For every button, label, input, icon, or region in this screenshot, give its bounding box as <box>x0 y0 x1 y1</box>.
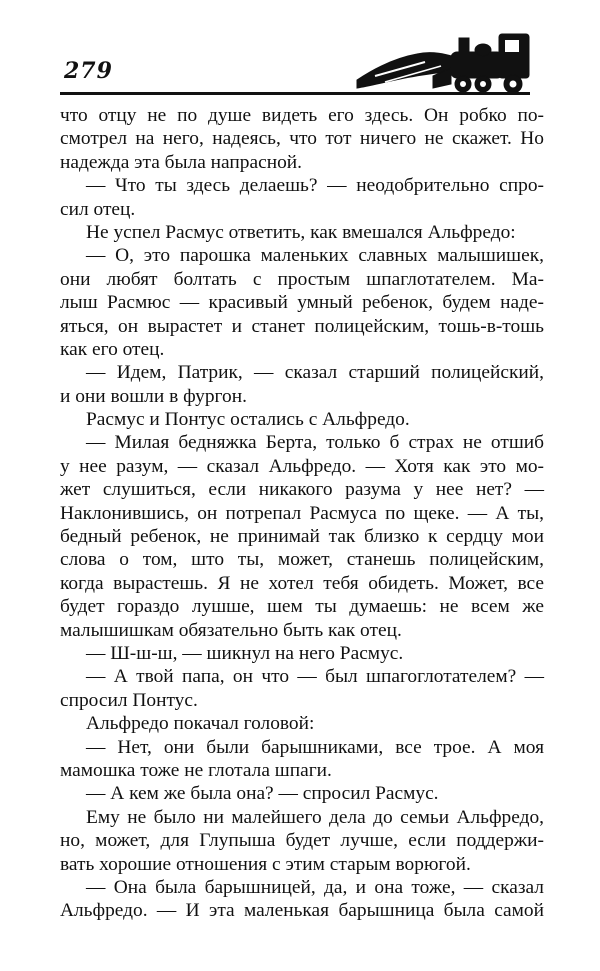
text-line: они любят болтать с простым шпаглотателем. Ма- <box>60 268 544 290</box>
chimney <box>459 38 469 54</box>
text-line: — А кем же была она? — спросил Расмус. <box>86 783 439 805</box>
text-line: у нее разум, — сказал Альфредо. — Хотя как это мо- <box>60 455 544 477</box>
page-number: 279 <box>64 58 113 84</box>
text-line: Наклонившись, он потрепал Расмуса по щеке. — А ты, <box>60 502 544 524</box>
steam-dome <box>475 44 491 56</box>
text-line: яться, он вырастет и станет полицейским, тошь-в-тошь <box>60 315 544 337</box>
text-line: когда вырастешь. Я не хотел тебя обидеть. Может, все <box>60 572 544 594</box>
text-line: спросил Понтус. <box>60 689 198 711</box>
text-line: бедный ребенок, не принимай так близко к сердцу мои <box>60 526 544 548</box>
text-line: — Ш-ш-ш, — шикнул на него Расмус. <box>86 642 404 664</box>
text-line: — О, это парошка маленьких славных малышишек, <box>86 245 544 267</box>
text-line: слова о том, што ты, может, станешь полицейским, <box>60 549 544 571</box>
text-line: — А твой папа, он что — был шпагоглотателем? — <box>86 666 544 688</box>
text-line: что отцу не по душе видеть его здесь. Он робко по- <box>60 105 544 126</box>
text-line: Альфредо. — И эта маленькая барышница была самой <box>60 900 544 922</box>
text-line: Ему не было ни малейшего дела до семьи Альфредо, <box>86 806 544 828</box>
header-rule <box>60 92 530 95</box>
boiler <box>451 52 503 78</box>
text-line: жет слушиться, если никакого разума у нее нет? — <box>60 479 544 501</box>
text-line: Расмус и Понтус остались с Альфредо. <box>86 409 410 431</box>
text-line: мамошка тоже не глотала шпаги. <box>60 759 332 781</box>
text-line: — Что ты здесь делаешь? — неодобрительно спро- <box>86 175 544 197</box>
text-line: Не успел Расмус ответить, как вмешался Альфредо: <box>86 221 516 243</box>
text-line: будет гораздо лушше, шем ты думаешь: не всем же <box>60 596 544 618</box>
cab-window <box>505 40 519 52</box>
text-line: сил отец. <box>60 198 136 220</box>
text-line: смотрел на него, надеясь, что тот ничего не скажет. Но <box>60 128 544 150</box>
text-line: надежда эта была напрасной. <box>60 151 302 173</box>
text-line: но, может, для Глупыша будет лучше, если поддержи- <box>60 830 544 852</box>
locomotive-emblem <box>355 28 533 96</box>
text-line: лыш Расмюс — красивый умный ребенок, будем наде- <box>60 292 544 314</box>
text-line: малышишкам обязательно быть как отец. <box>60 619 402 641</box>
text-line: — Милая бедняжка Берта, только б страх не отшиб <box>86 432 544 454</box>
text-line: как его отец. <box>60 338 165 360</box>
text-line: — Она была барышницей, да, и она тоже, — сказал <box>86 876 544 898</box>
text-line: вать хорошие отношения с этим старым ворюгой. <box>60 853 471 875</box>
text-line: Альфредо покачал головой: <box>86 713 315 735</box>
text-line: — Нет, они были барышниками, все трое. А моя <box>86 736 544 758</box>
text-line: — Идем, Патрик, — сказал старший полицейский, <box>86 362 544 384</box>
text-line: и они вошли в фургон. <box>60 385 247 407</box>
body-text <box>60 104 544 923</box>
